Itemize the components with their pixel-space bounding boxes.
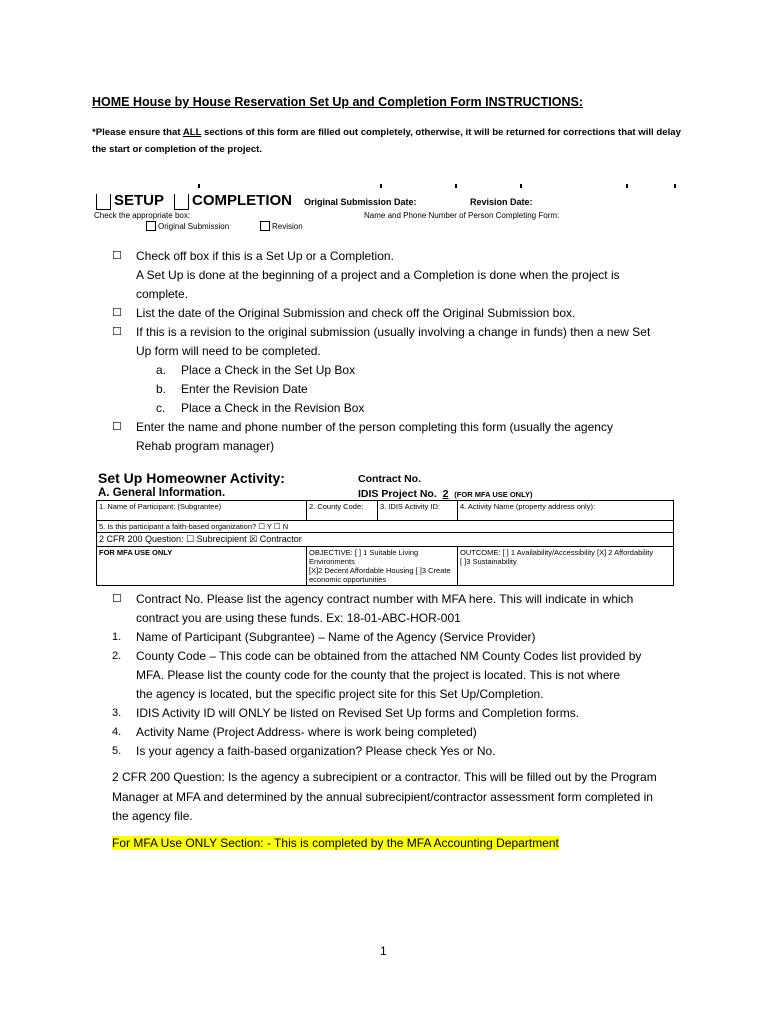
list-item-text: Name of Participant (Subgrantee) – Name of the Agency (Service Provider) (136, 630, 536, 644)
cfr-label: 2 CFR 200 Question: (99, 534, 184, 544)
mfa-highlighted-text: For MFA Use ONLY Section: - This is completed by the MFA Accounting Department (112, 836, 559, 850)
revision-date-label: Revision Date: (470, 197, 533, 207)
completion-checkbox-icon (174, 194, 189, 210)
revision-label: Revision (272, 221, 303, 231)
outcome-cell (458, 547, 674, 586)
revision-option (260, 221, 303, 231)
list-number: 3. (112, 707, 122, 719)
checkbox-bullet-icon: ☐ (112, 307, 122, 319)
note-text-post: sections of this form are filled out completely, otherwise, it will be returned for corrections that will delay the start or completion of the project. (92, 127, 681, 155)
objective-line-1: OBJECTIVE: [ ] 1 Suitable Living Environments (309, 548, 419, 566)
list-item (112, 628, 536, 647)
sub-item-text: Place a Check in the Revision Box (181, 401, 365, 415)
faith-based-cell: 5. Is this participant a faith-based organization? ☐ Y ☐ N (97, 521, 674, 533)
setup-label: SETUP (114, 192, 165, 209)
list-item-text: County Code – This code can be obtained from the attached NM County Codes list provided by (136, 649, 642, 663)
list-item-text: If this is a revision to the original submission (usually involving a change in funds) then a new Set (136, 325, 651, 339)
county-code-cell: 2. County Code: (307, 501, 378, 521)
idis-project-label (358, 488, 533, 500)
outcome-line-1: OUTCOME: [ ] 1 Availability/Accessibility [X] 2 Affordability (460, 548, 654, 557)
list-item-text: Check off box if this is a Set Up or a Completion. (136, 249, 394, 263)
list-item-text: Enter the name and phone number of the person completing this form (usually the agency (136, 420, 613, 434)
cfr-paragraph: 2 CFR 200 Question: Is the agency a subrecipient or a contractor. This will be filled out by the Program Manager at MFA and determined by the annual subrecipient/contractor assessment form completed in the agency file. (112, 770, 657, 823)
list-item-continuation: MFA. Please list the county code for the county that the project is located. This is not where (136, 668, 621, 682)
original-submission-option (146, 221, 229, 231)
mfa-use-cell: FOR MFA USE ONLY (97, 547, 307, 586)
list-number: 1. (112, 631, 122, 643)
list-number: 5. (112, 745, 122, 757)
sub-item (156, 361, 355, 380)
cfr-question-cell (97, 533, 674, 547)
sub-item-text: Enter the Revision Date (181, 382, 308, 396)
idis-activity-cell: 3. IDIS Activity ID: (378, 501, 458, 521)
list-number: 2. (112, 650, 122, 662)
setup-heading: Set Up Homeowner Activity: (98, 470, 285, 486)
idis-label-text: IDIS Project No. (358, 488, 437, 500)
idis-value: 2 (442, 488, 449, 500)
checkbox-bullet-icon: ☐ (112, 326, 122, 338)
check-box-label: Check the appropriate box: (94, 211, 191, 220)
list-item-continuation: A Set Up is done at the beginning of a project and a Completion is done when the project is (136, 268, 620, 282)
sub-item (156, 399, 364, 418)
sub-item-text: Place a Check in the Set Up Box (181, 363, 356, 377)
list-item-continuation: Up form will need to be completed. (136, 344, 321, 358)
checkbox-bullet-icon: ☐ (112, 593, 122, 605)
form-header-image (90, 186, 680, 238)
instructions-note (92, 124, 692, 158)
checkbox-bullet-icon: ☐ (112, 250, 122, 262)
original-submission-date-label: Original Submission Date: (304, 197, 417, 207)
list-item (112, 418, 613, 437)
cfr-contractor: ☒ Contractor (249, 534, 302, 544)
general-info-table (96, 500, 674, 586)
list-item-continuation: Rehab program manager) (136, 439, 275, 453)
general-info-heading: A. General Information. (98, 487, 226, 499)
list-item-text: Is your agency a faith-based organization? Please check Yes or No. (136, 744, 496, 758)
mfa-paragraph (112, 834, 672, 854)
page-number: 1 (380, 944, 387, 958)
completion-label: COMPLETION (192, 192, 292, 209)
checkbox-icon (146, 221, 156, 231)
list-item (112, 647, 641, 666)
list-item (112, 304, 575, 323)
participant-cell: 1. Name of Participant: (Subgrantee) (97, 501, 307, 521)
setup-checkbox-icon (96, 194, 111, 210)
list-item (112, 723, 477, 742)
list-item-continuation: the agency is located, but the specific project site for this Set Up/Completion. (136, 687, 544, 701)
objective-line-2: [X]2 Decent Affordable Housing [ ]3 Create economic opportunities (309, 566, 451, 584)
page-title: HOME House by House Reservation Set Up and Completion Form INSTRUCTIONS: (92, 95, 584, 109)
outcome-line-2: [ ]3 Sustainability (460, 557, 517, 566)
note-text-pre: *Please ensure that (92, 127, 183, 138)
list-item-text: Activity Name (Project Address- where is work being completed) (136, 725, 477, 739)
list-item (112, 742, 496, 761)
objective-cell (307, 547, 458, 586)
list-item-continuation: complete. (136, 287, 189, 301)
contract-no-label: Contract No. (358, 473, 421, 485)
name-phone-label: Name and Phone Number of Person Completing Form: (364, 211, 560, 220)
original-submission-label: Original Submission (158, 221, 230, 231)
list-item (112, 704, 579, 723)
sub-item-marker: a. (156, 363, 167, 377)
note-emphasis: ALL (182, 127, 202, 138)
list-item-text: IDIS Activity ID will ONLY be listed on Revised Set Up forms and Completion forms. (136, 706, 580, 720)
list-item (112, 247, 394, 266)
activity-name-cell: 4. Activity Name (property address only): (458, 501, 674, 521)
list-number: 4. (112, 726, 122, 738)
list-item-text: Contract No. Please list the agency contract number with MFA here. This will indicate in which (136, 592, 634, 606)
checkbox-icon (260, 221, 270, 231)
cfr-subrecipient: ☐ Subrecipient (186, 534, 247, 544)
sub-item-marker: c. (156, 401, 166, 415)
clipped-text-edge (90, 184, 680, 190)
sub-item (156, 380, 308, 399)
list-item (112, 323, 650, 342)
list-item-continuation: contract you are using these funds. Ex: 18-01-ABC-HOR-001 (136, 611, 461, 625)
list-item (112, 590, 633, 609)
checkbox-bullet-icon: ☐ (112, 421, 122, 433)
list-item-text: List the date of the Original Submission and check off the Original Submission box. (136, 306, 576, 320)
sub-item-marker: b. (156, 382, 167, 396)
idis-note: (FOR MFA USE ONLY) (454, 490, 533, 499)
